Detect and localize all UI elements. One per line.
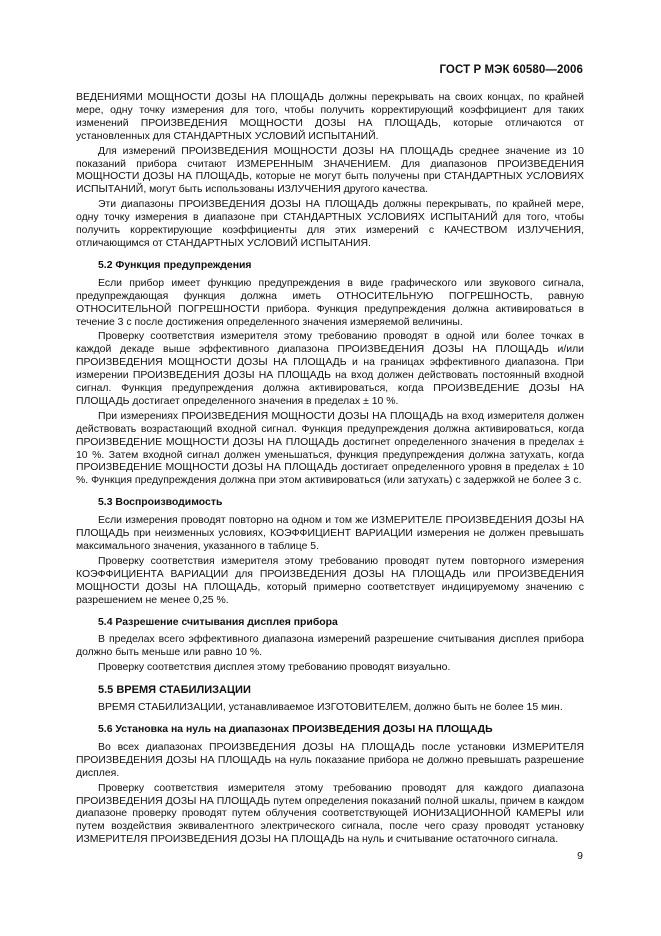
paragraph: Если измерения проводят повторно на одном и том же ИЗМЕРИТЕЛЕ ПРОИЗВЕДЕНИЯ ДОЗЫ НА ПЛОЩАДЬ при неизменных условиях, КОЭФФИЦИЕНТ ВАРИАЦИИ измерения не должен превышать максимального значения, указанного в таблице 5. [76, 515, 584, 552]
document-body [76, 92, 584, 849]
paragraph: При измерениях ПРОИЗВЕДЕНИЯ МОЩНОСТИ ДОЗЫ НА ПЛОЩАДЬ на вход измерителя должен действовать возрастающий входной сигнал. Функция предупреждения должна активироваться, когда ПРОИЗВЕДЕНИЕ МОЩНОСТИ ДОЗЫ НА ПЛОЩАДЬ достигнет определенного значения в пределах ± 10 %. Затем входной сигнал должен уменьшаться, функция предупреждения должна затухать, когда ПРОИЗВЕДЕНИЕ МОЩНОСТИ ДОЗЫ НА ПЛОЩАДЬ достигает определенного уровня в пределах ± 10 %. Функция предупреждения должна при этом активироваться (или затухать) с задержкой не более 3 с. [76, 410, 584, 487]
page-number: 9 [577, 850, 583, 862]
section-heading-5-5: 5.5 ВРЕМЯ СТАБИЛИЗАЦИИ [98, 684, 251, 697]
paragraph: Проверку соответствия измерителя этому требованию проводят путем повторного измерения КОЭФФИЦИЕНТА ВАРИАЦИИ для ПРОИЗВЕДЕНИЯ ДОЗЫ НА ПЛОЩАДЬ или ПРОИЗВЕДЕНИЯ МОЩНОСТИ ДОЗЫ НА ПЛОЩАДЬ, который примерно соответствует индицируемому значению с разрешением не менее 0,25 %. [76, 555, 584, 606]
paragraph: ВЕДЕНИЯМИ МОЩНОСТИ ДОЗЫ НА ПЛОЩАДЬ должны перекрывать на своих концах, по крайней мере, одну точку измерения для того, чтобы получить корректирующий коэффициент для таких изменений ПРОИЗВЕДЕНИЯ МОЩНОСТИ ДОЗЫ НА ПЛОЩАДЬ, которые отличаются от установленных для СТАНДАРТНЫХ УСЛОВИЙ ИСПЫТАНИЙ. [76, 92, 584, 142]
paragraph: Если прибор имеет функцию предупреждения в виде графического или звукового сигнала, предупреждающая функция должна иметь ОТНОСИТЕЛЬНУЮ ПОГРЕШНОСТЬ, равную ОТНОСИТЕЛЬНОЙ ПОГРЕШНОСТИ прибора. Функция предупреждения должна активироваться в течение 3 с после достижения определенного значения измеряемой величины. [76, 277, 584, 328]
paragraph: Для измерений ПРОИЗВЕДЕНИЯ МОЩНОСТИ ДОЗЫ НА ПЛОЩАДЬ среднее значение из 10 показаний прибора считают ИЗМЕРЕННЫМ ЗНАЧЕНИЕМ. Для диапазонов ПРОИЗВЕДЕНИЯ МОЩНОСТИ ДОЗЫ НА ПЛОЩАДЬ, которые не могут быть получены при СТАНДАРТНЫХ УСЛОВИЯХ ИСПЫТАНИЙ, могут быть использованы ИЗЛУЧЕНИЯ другого качества. [76, 145, 584, 196]
standard-header: ГОСТ Р МЭК 60580—2006 [439, 64, 583, 76]
section-heading-5-2: 5.2 Функция предупреждения [98, 259, 252, 271]
section-heading-5-3: 5.3 Воспроизводимость [98, 497, 223, 509]
section-heading-5-4: 5.4 Разрешение считывания дисплея прибора [98, 616, 338, 628]
paragraph: Эти диапазоны ПРОИЗВЕДЕНИЯ ДОЗЫ НА ПЛОЩАДЬ должны перекрывать, по крайней мере, одну точку измерения в диапазоне при СТАНДАРТНЫХ УСЛОВИЯХ ИСПЫТАНИЙ для того, чтобы получить корректирующие коэффициенты для этих измерений с КАЧЕСТВОМ ИЗЛУЧЕНИЯ, отличающимся от СТАНДАРТНЫХ УСЛОВИЙ ИСПЫТАНИЯ. [76, 199, 584, 249]
paragraph: Проверку соответствия измерителя этому требованию проводят в одной или более точках в каждой декаде выше эффективного диапазона ПРОИЗВЕДЕНИЯ ДОЗЫ НА ПЛОЩАДЬ и/или ПРОИЗВЕДЕНИЯ МОЩНОСТИ ДОЗЫ НА ПЛОЩАДЬ и на границах эффективного диапазона. При измерении ПРОИЗВЕДЕНИЯ ДОЗЫ НА ПЛОЩАДЬ на вход должен действовать постоянный входной сигнал. Функция предупреждения должна активироваться, когда ПРОИЗВЕДЕНИЕ ДОЗЫ НА ПЛОЩАДЬ достигает определенного значения в пределах ± 10 %. [76, 331, 584, 407]
section-heading-5-6: 5.6 Установка на нуль на диапазонах ПРОИЗВЕДЕНИЯ ДОЗЫ НА ПЛОЩАДЬ [98, 723, 493, 735]
paragraph: Проверку соответствия измерителя этому требованию проводят для каждого диапазона ПРОИЗВЕДЕНИЯ ДОЗЫ НА ПЛОЩАДЬ путем определения показаний полной шкалы, причем в каждом диапазоне проверку проводят путем облучения соответствующей ИОНИЗАЦИОННОЙ КАМЕРЫ или путем воздействия эквивалентного электрического сигнала, после чего сразу проводят установку ИЗМЕРИТЕЛЯ ПРОИЗВЕДЕНИЯ ДОЗЫ НА ПЛОЩАДЬ на нуль и считывание остаточного сигнала. [76, 782, 584, 846]
paragraph: Во всех диапазонах ПРОИЗВЕДЕНИЯ ДОЗЫ НА ПЛОЩАДЬ после установки ИЗМЕРИТЕЛЯ ПРОИЗВЕДЕНИЯ ДОЗЫ НА ПЛОЩАДЬ на нуль показание прибора не должно превышать разрешение дисплея. [76, 741, 584, 779]
paragraph: Проверку соответствия дисплея этому требованию проводят визуально. [98, 662, 451, 674]
paragraph: В пределах всего эффективного диапазона измерений разрешение считывания дисплея прибора должно быть меньше или равно 10 %. [76, 634, 584, 659]
paragraph: ВРЕМЯ СТАБИЛИЗАЦИИ, устанавливаемое ИЗГОТОВИТЕЛЕМ, должно быть не более 15 мин. [98, 702, 563, 714]
